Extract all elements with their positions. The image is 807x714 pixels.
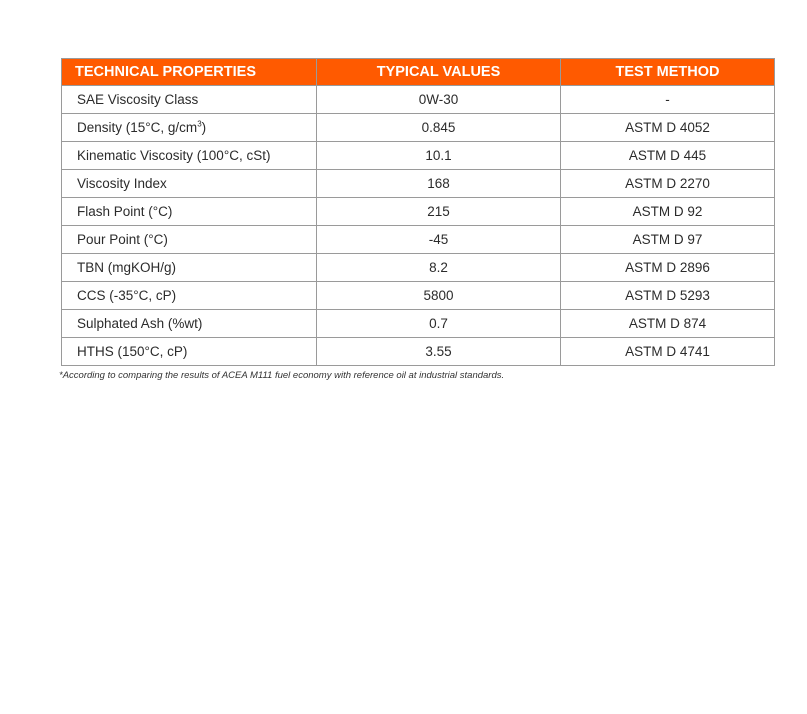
property-cell [62, 254, 317, 282]
property-cell [62, 114, 317, 142]
property-label: SAE Viscosity Class [77, 92, 199, 107]
table-row [62, 338, 775, 366]
header-typical-values: TYPICAL VALUES [317, 59, 561, 86]
property-superscript: 3 [197, 119, 202, 129]
header-technical-properties: TECHNICAL PROPERTIES [62, 59, 317, 86]
typical-value-cell: 0W-30 [317, 86, 561, 114]
technical-properties-sheet [61, 58, 774, 366]
property-cell [62, 86, 317, 114]
property-label: Viscosity Index [77, 176, 167, 191]
test-method-cell: ASTM D 92 [561, 198, 775, 226]
table-row [62, 142, 775, 170]
footnote: *According to comparing the results of ACEA M111 fuel economy with reference oil at industrial standards. [59, 370, 505, 381]
typical-value-cell: 0.7 [317, 310, 561, 338]
table-row [62, 86, 775, 114]
test-method-cell: ASTM D 874 [561, 310, 775, 338]
typical-value-cell: 10.1 [317, 142, 561, 170]
table-row [62, 170, 775, 198]
test-method-cell: ASTM D 445 [561, 142, 775, 170]
property-label: HTHS (150°C, cP) [77, 344, 188, 359]
typical-value-cell: 215 [317, 198, 561, 226]
table-header-row [62, 59, 775, 86]
typical-value-cell: 3.55 [317, 338, 561, 366]
test-method-cell: ASTM D 2270 [561, 170, 775, 198]
typical-value-cell: 0.845 [317, 114, 561, 142]
table-row [62, 282, 775, 310]
property-cell [62, 226, 317, 254]
typical-value-cell: 168 [317, 170, 561, 198]
table-row [62, 114, 775, 142]
property-label: Flash Point (°C) [77, 204, 173, 219]
test-method-cell: ASTM D 2896 [561, 254, 775, 282]
typical-value-cell: 5800 [317, 282, 561, 310]
test-method-cell: ASTM D 97 [561, 226, 775, 254]
property-cell [62, 282, 317, 310]
typical-value-cell: 8.2 [317, 254, 561, 282]
test-method-cell: ASTM D 4741 [561, 338, 775, 366]
property-label: Pour Point (°C) [77, 232, 168, 247]
property-cell [62, 170, 317, 198]
property-label: Density (15°C, g/cm [77, 120, 198, 135]
property-label: CCS (-35°C, cP) [77, 288, 177, 303]
property-label: Sulphated Ash (%wt) [77, 316, 203, 331]
technical-properties-table [61, 58, 775, 366]
table-row [62, 226, 775, 254]
header-test-method: TEST METHOD [561, 59, 775, 86]
test-method-cell: ASTM D 5293 [561, 282, 775, 310]
test-method-cell: ASTM D 4052 [561, 114, 775, 142]
table-row [62, 310, 775, 338]
typical-value-cell: -45 [317, 226, 561, 254]
table-row [62, 254, 775, 282]
property-label: TBN (mgKOH/g) [77, 260, 177, 275]
property-cell [62, 338, 317, 366]
table-row [62, 198, 775, 226]
property-label-tail: ) [201, 120, 207, 135]
property-cell [62, 142, 317, 170]
test-method-cell: - [561, 86, 775, 114]
property-cell [62, 310, 317, 338]
property-label: Kinematic Viscosity (100°C, cSt) [77, 148, 271, 163]
property-cell [62, 198, 317, 226]
